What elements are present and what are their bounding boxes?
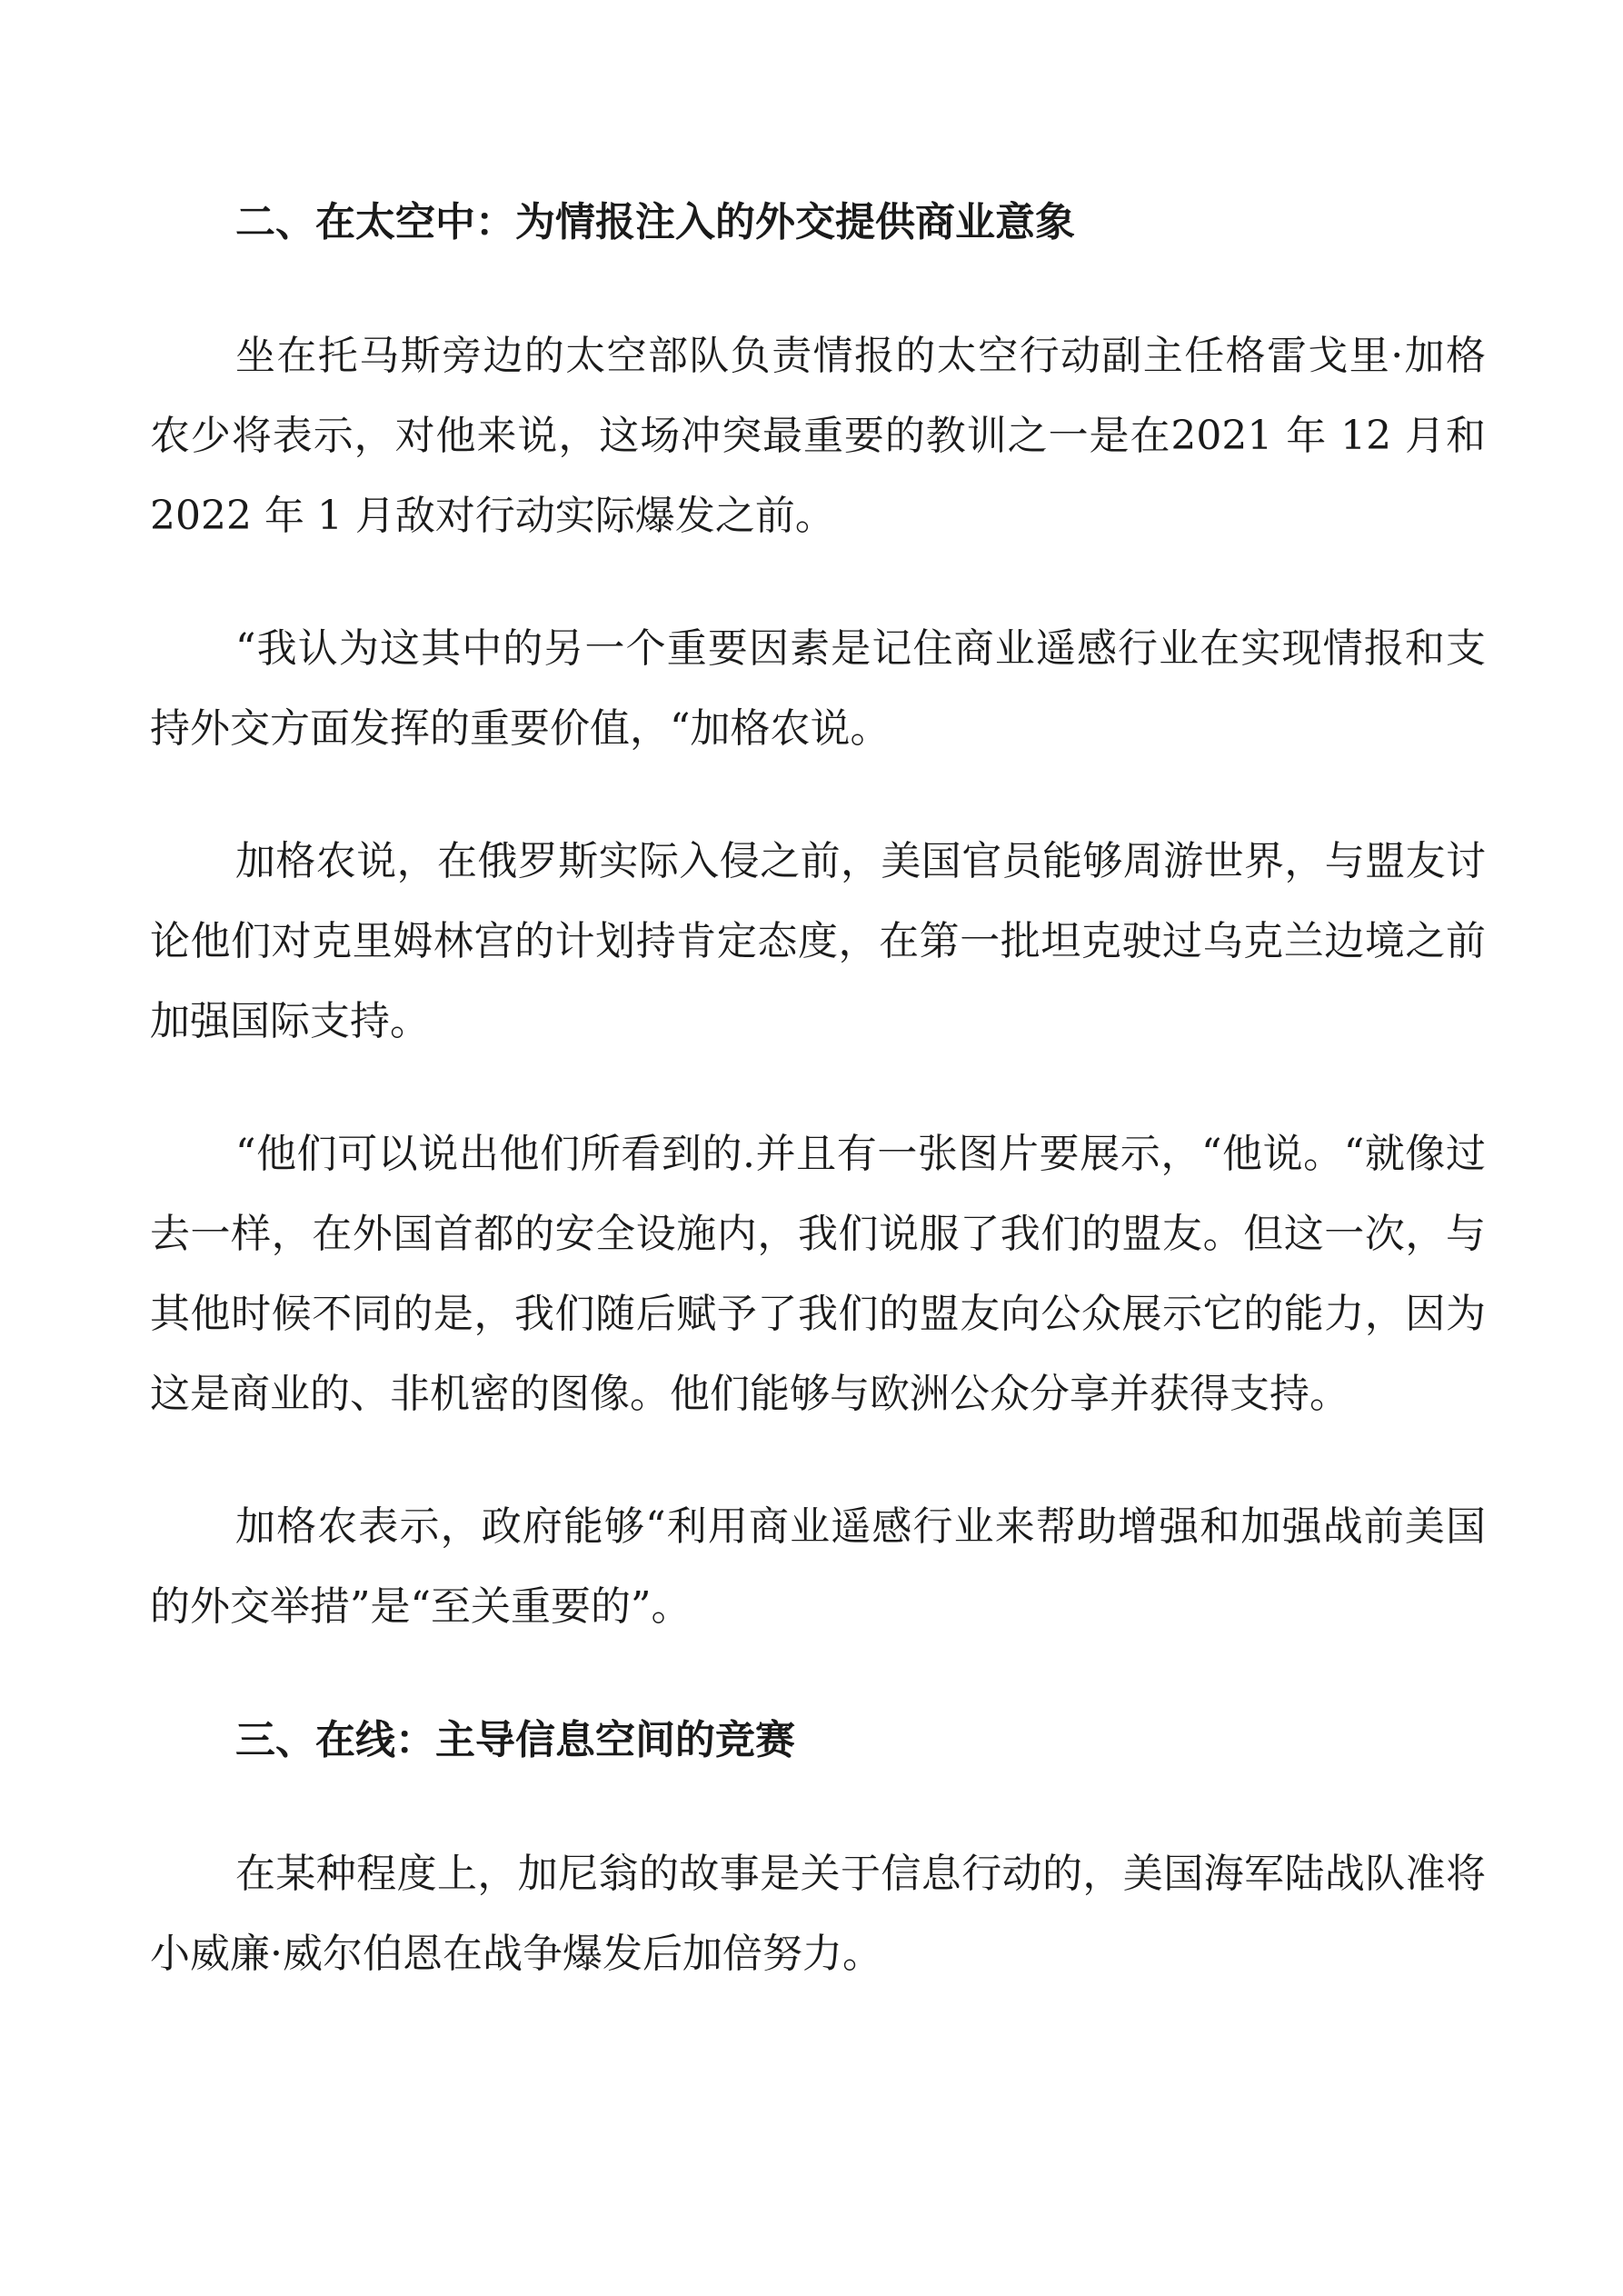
section-heading-space: 二、在太空中：为情报注入的外交提供商业意象: [235, 199, 1075, 245]
paragraph: 在某种程度上，加尼翁的故事是关于信息行动的，美国海军陆战队准将小威廉·威尔伯恩在战争爆发后加倍努力。: [150, 1851, 1486, 1977]
paragraph: 加格农表示，政府能够“利用商业遥感行业来帮助增强和加强战前美国的外交举措”是“至关重要的”。: [150, 1503, 1486, 1630]
spacer: [150, 769, 1486, 822]
paragraph: 坐在托马斯旁边的太空部队负责情报的太空行动副主任格雷戈里·加格农少将表示，对他来说，这场冲突最重要的教训之一是在2021 年 12 月和 2022 年 1 月敌对行动实际爆发之前。: [150, 333, 1486, 539]
section-heading-online: 三、在线：主导信息空间的竞赛: [235, 1717, 795, 1763]
spacer: [150, 1434, 1486, 1487]
spacer: [150, 264, 1486, 316]
paragraph: 加格农说，在俄罗斯实际入侵之前，美国官员能够周游世界，与盟友讨论他们对克里姆林宫的计划持肯定态度，在第一批坦克驶过乌克兰边境之前加强国际支持。: [150, 838, 1486, 1044]
spacer: [150, 1647, 1486, 1700]
spacer: [150, 1062, 1486, 1114]
paragraph: “他们可以说出他们所看到的.并且有一张图片要展示，“他说。“就像过去一样，在外国首都的安全设施内，我们说服了我们的盟友。但这一次，与其他时候不同的是，我们随后赋予了我们的盟友向公众展示它的能力，因为这是商业的、非机密的图像。他们能够与欧洲公众分享并获得支持。: [150, 1131, 1486, 1417]
spacer: [150, 1782, 1486, 1834]
document-page: [150, 182, 1486, 1994]
paragraph: “我认为这其中的另一个重要因素是记住商业遥感行业在实现情报和支持外交方面发挥的重要价值，“加格农说。: [150, 625, 1486, 752]
spacer: [150, 556, 1486, 609]
